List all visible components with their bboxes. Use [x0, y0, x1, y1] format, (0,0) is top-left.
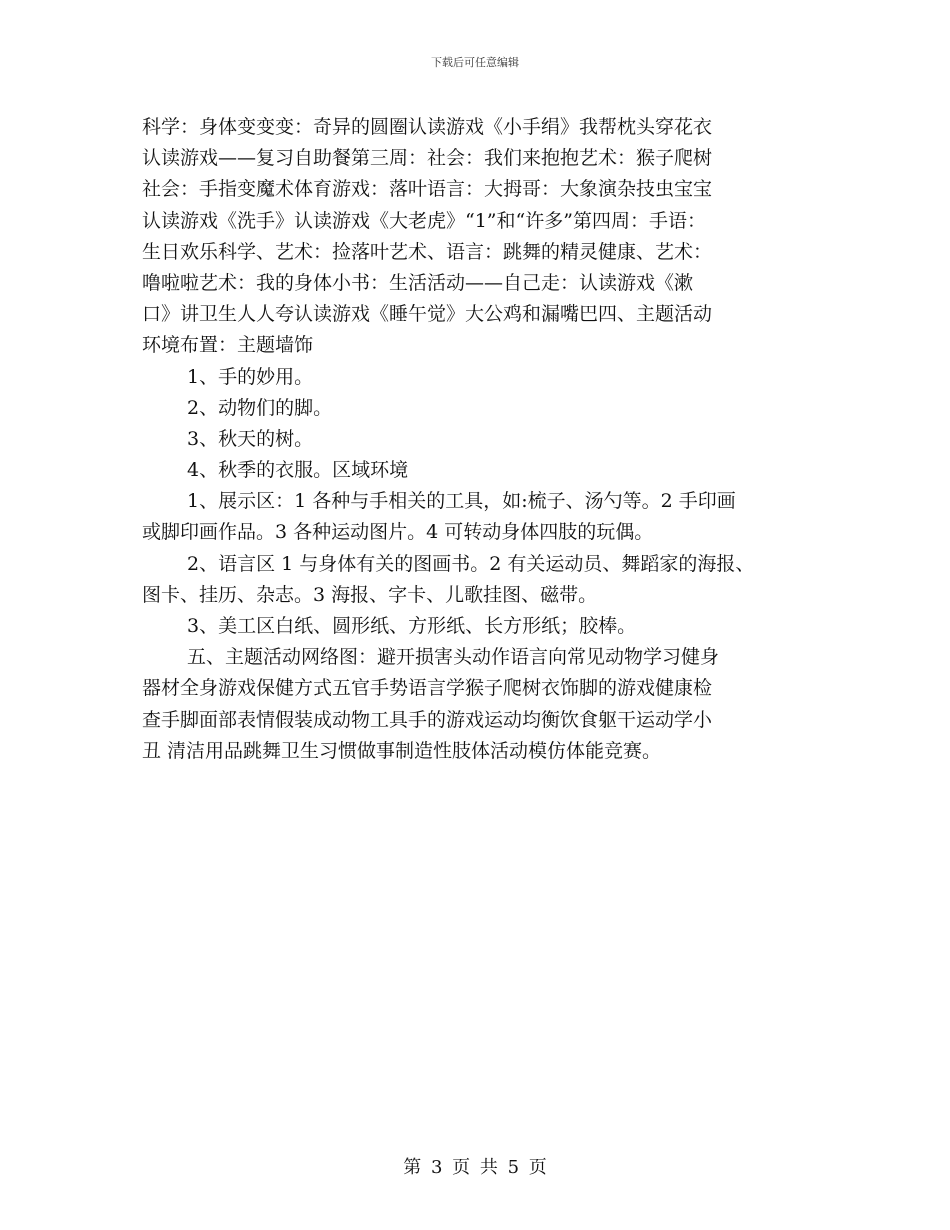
- text-line: 社会：手指变魔术体育游戏：落叶语言：大拇哥：大象演杂技虫宝宝: [142, 178, 713, 201]
- list-item: 1、手的妙用。: [187, 365, 314, 388]
- text-line: 生日欢乐科学、艺术：捡落叶艺术、语言：跳舞的精灵健康、艺术：: [142, 240, 713, 263]
- document-body: [142, 112, 822, 767]
- list-item: 3、美工区白纸、圆形纸、方形纸、长方形纸；胶棒。: [187, 615, 637, 637]
- text-line: 环境布置：主题墙饰: [142, 334, 314, 357]
- list-item: 2、动物们的脚。: [187, 396, 333, 419]
- text-line: 图卡、挂历、杂志。3 海报、字卡、儿歌挂图、磁带。: [142, 583, 598, 606]
- text-line: 丑 清洁用品跳舞卫生习惯做事制造性肢体活动模仿体能竞赛。: [142, 739, 662, 762]
- page-number-footer: 第 3 页 共 5 页: [403, 1157, 547, 1178]
- text-line: 或脚印画作品。3 各种运动图片。4 可转动身体四肢的玩偶。: [142, 521, 654, 544]
- list-item: 3、秋天的树。: [187, 427, 314, 450]
- text-line: 噜啦啦艺术：我的身体小书：生活活动——自己走：认读游戏《漱: [142, 271, 694, 294]
- section-heading-line: 五、主题活动网络图：避开损害头动作语言向常见动物学习健身: [187, 646, 720, 669]
- page-header: 下载后可任意编辑: [431, 56, 519, 69]
- text-line: 口》讲卫生人人夸认读游戏《睡午觉》大公鸡和漏嘴巴四、主题活动: [142, 303, 713, 326]
- text-line: 器材全身游戏保健方式五官手势语言学猴子爬树衣饰脚的游戏健康检: [142, 677, 713, 700]
- list-item: 2、语言区 1 与身体有关的图画书。2 有关运动员、舞蹈家的海报、: [187, 552, 755, 575]
- list-item: 4、秋季的衣服。区域环境: [187, 459, 409, 482]
- list-item: 1、展示区：1 各种与手相关的工具，如:梳子、汤勺等。2 手印画: [187, 490, 736, 513]
- text-line: 查手脚面部表情假装成动物工具手的游戏运动均衡饮食躯干运动学小: [142, 708, 713, 731]
- text-line: 科学：身体变变变：奇异的圆圈认读游戏《小手绢》我帮枕头穿花衣: [142, 116, 713, 138]
- text-line: 认读游戏——复习自助餐第三周：社会：我们来抱抱艺术：猴子爬树: [142, 147, 713, 170]
- text-line: 认读游戏《洗手》认读游戏《大老虎》“1”和“许多”第四周：手语：: [142, 209, 706, 232]
